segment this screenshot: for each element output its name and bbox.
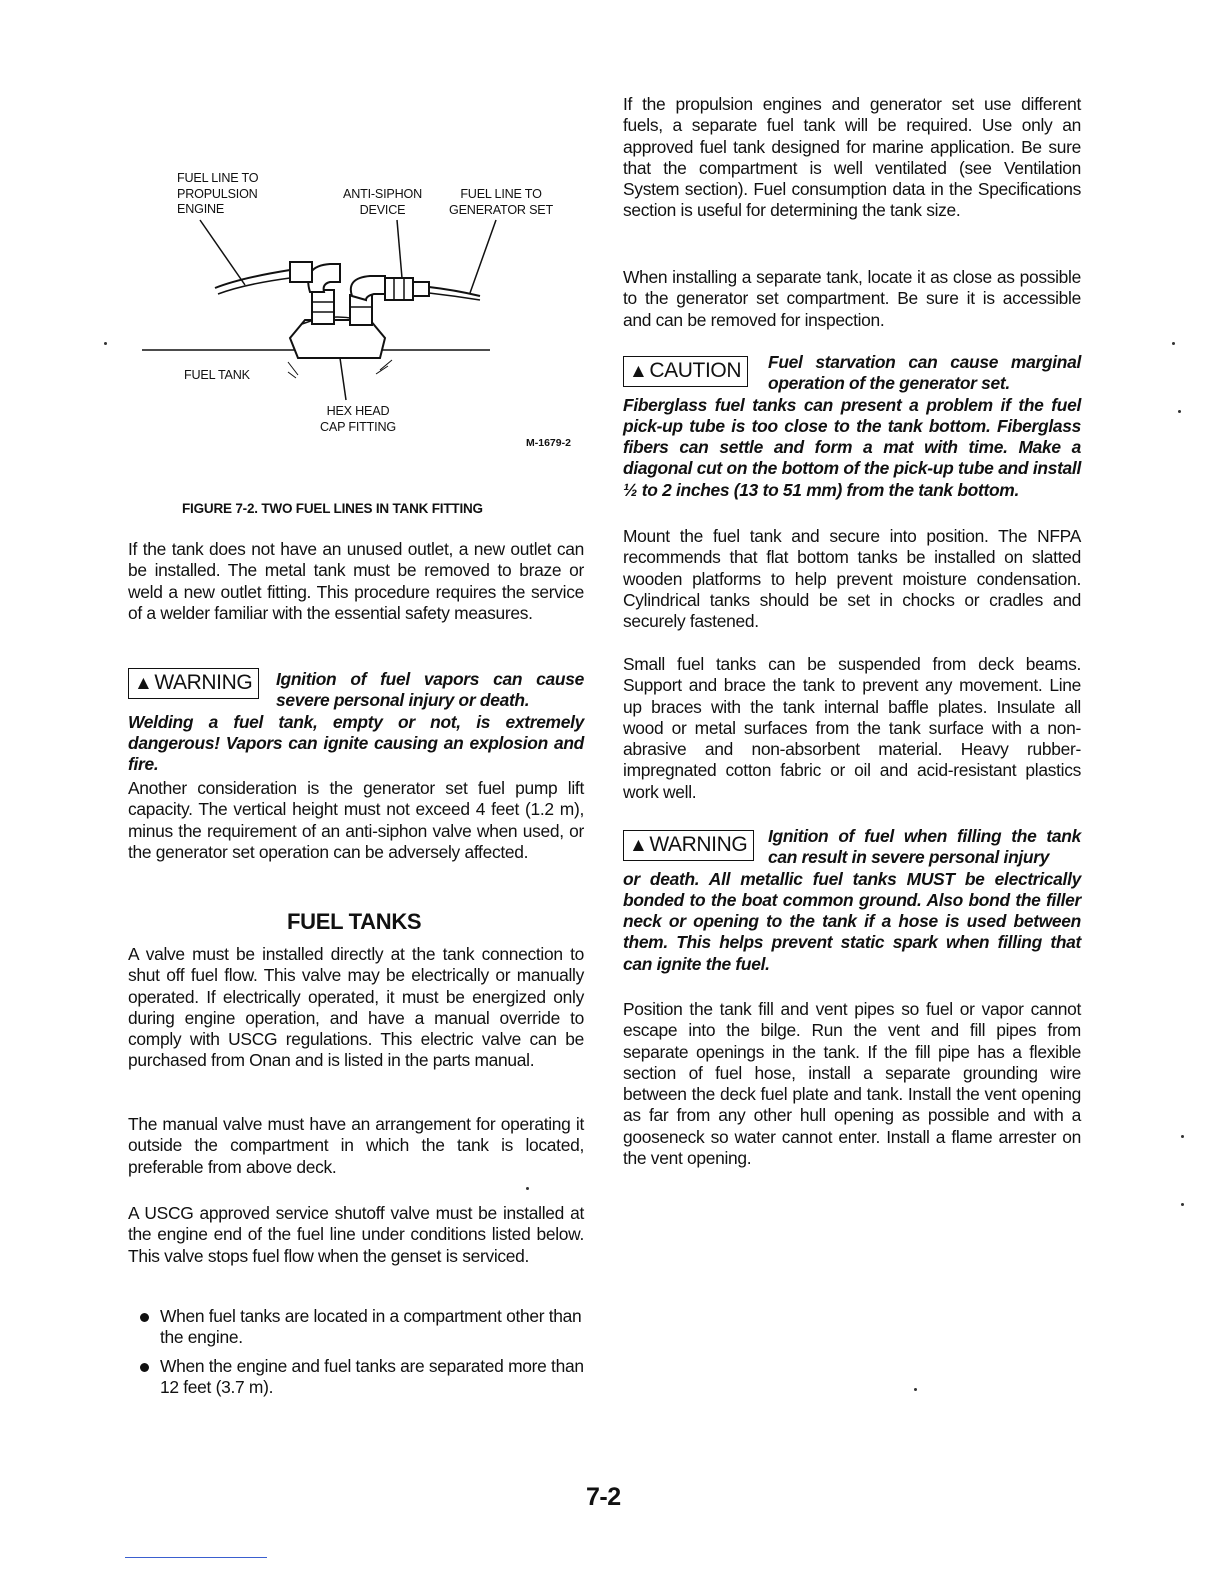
warning-text: Ignition of fuel vapors can cause severe personal injury or death. Welding a fuel tank, empty or not, is extremely dangerous! Vapors can ignite causing an explosion and fire.: [128, 669, 584, 775]
caution-badge: ▲CAUTION: [623, 356, 748, 387]
fuel-line-figure: [40, 160, 585, 460]
paragraph-uscg-valve: A USCG approved service shutoff valve must be installed at the engine end of the fuel line under conditions listed below. This valve stops fuel flow when the genset is serviced.: [128, 1203, 584, 1266]
label-hex-head: HEX HEAD CAP FITTING: [320, 404, 396, 434]
scan-speck: [914, 1388, 917, 1391]
figure-code: M-1679-2: [526, 437, 571, 449]
warning-text: Ignition of fuel when filling the tank can result in severe personal injury or death. All metallic fuel tanks MUST be electrically bonded to the boat common ground. Also bond the filler neck or opening to the tank if a hose is used between them. This helps prevent static spark when filling that can ignite the fuel.: [623, 826, 1081, 974]
warning-triangle-icon: ▲: [629, 835, 648, 856]
paragraph-mount-tank: Mount the fuel tank and secure into position. The NFPA recommends that flat bottom tanks be installed on slatted wooden platforms to help prevent moisture condensation. Cylindrical tanks should be set in chocks or cradles and securely fastened.: [623, 526, 1081, 632]
paragraph-separate-tank: If the propulsion engines and generator set use different fuels, a separate fuel tank will be required. Use only an approved fuel tank designed for marine application. Be sure that the compartment is well ventilated (see Ventilation System section). Fuel consumption data in the Specifications section is useful for determining the tank size.: [623, 94, 1081, 221]
figure-caption: FIGURE 7-2. TWO FUEL LINES IN TANK FITTING: [182, 501, 483, 516]
paragraph-lift-capacity: Another consideration is the generator set fuel pump lift capacity. The vertical height must not exceed 4 feet (1.2 m), minus the requirement of an anti-siphon valve when used, or the generator set operation can be adversely affected.: [128, 778, 584, 862]
paragraph-suspend-tank: Small fuel tanks can be suspended from deck beams. Support and brace the tank to prevent any movement. Line up braces with the tank internal baffle plates. Insulate all wood or metal surfaces from the tank surface with a non-abrasive and non-absorbent material. Heavy rubber-impregnated cotton fabric or oil and acid-resistant plastics work well.: [623, 654, 1081, 802]
bullet-icon: [140, 1363, 149, 1372]
label-fuel-tank: FUEL TANK: [184, 368, 250, 382]
scan-speck: [1181, 1135, 1184, 1138]
warning-badge: ▲WARNING: [623, 830, 754, 861]
condition-list: [128, 1306, 588, 1405]
paragraph-fill-vent-pipes: Position the tank fill and vent pipes so fuel or vapor cannot escape into the bilge. Run the vent and fill pipes from separate openings in the tank. If the fill pipe has a flexible section of fuel hose, install a separate grounding wire between the deck fuel plate and tank. Install the vent opening as far from any other hull opening as possible and with a gooseneck so water cannot enter. Install a flame arrester on the vent opening.: [623, 999, 1081, 1169]
label-fuel-line-generator: FUEL LINE TO GENERATOR SET: [449, 187, 553, 217]
scan-speck: [104, 342, 107, 345]
section-heading-fuel-tanks: FUEL TANKS: [287, 909, 422, 934]
page-number: 7-2: [586, 1483, 621, 1511]
warning-triangle-icon: ▲: [629, 361, 648, 382]
scan-speck: [1172, 342, 1175, 345]
label-anti-siphon: ANTI-SIPHON DEVICE: [343, 187, 422, 217]
warning-badge: ▲WARNING: [128, 668, 259, 699]
scan-speck: [1178, 410, 1181, 413]
paragraph-manual-valve: The manual valve must have an arrangement for operating it outside the compartment in which the tank is located, preferable from above deck.: [128, 1114, 584, 1177]
label-fuel-line-propulsion: FUEL LINE TO PROPULSION ENGINE: [177, 171, 259, 216]
scan-speck: [1181, 1203, 1184, 1206]
paragraph-locate-tank: When installing a separate tank, locate it as close as possible to the generator set compartment. Be sure it is accessible and can be removed for inspection.: [623, 267, 1081, 330]
bullet-icon: [140, 1313, 149, 1322]
paragraph-valve: A valve must be installed directly at the tank connection to shut off fuel flow. This valve may be electrically or manually operated. If electrically operated, it must be energized only during engine operation, and have a manual override to comply with USCG regulations. This electric valve can be purchased from Onan and is listed in the parts manual.: [128, 944, 584, 1071]
scan-speck: [526, 1187, 529, 1190]
caution-text: Fuel starvation can cause marginal operation of the generator set. Fiberglass fuel tanks can present a problem if the fuel pick-up tube is too close to the tank bottom. Fiberglass fibers can settle and form a mat with time. Make a diagonal cut on the bottom of the pick-up tube and install ½ to 2 inches (13 to 51 mm) from the tank bottom.: [623, 352, 1081, 500]
footer-rule: [125, 1557, 267, 1558]
list-item: When the engine and fuel tanks are separated more than 12 feet (3.7 m).: [128, 1356, 588, 1399]
paragraph-new-outlet: If the tank does not have an unused outlet, a new outlet can be installed. The metal tank must be removed to braze or weld a new outlet fitting. This procedure requires the service of a welder familiar with the essential safety measures.: [128, 539, 584, 623]
warning-triangle-icon: ▲: [134, 673, 153, 694]
list-item: When fuel tanks are located in a compartment other than the engine.: [128, 1306, 588, 1349]
